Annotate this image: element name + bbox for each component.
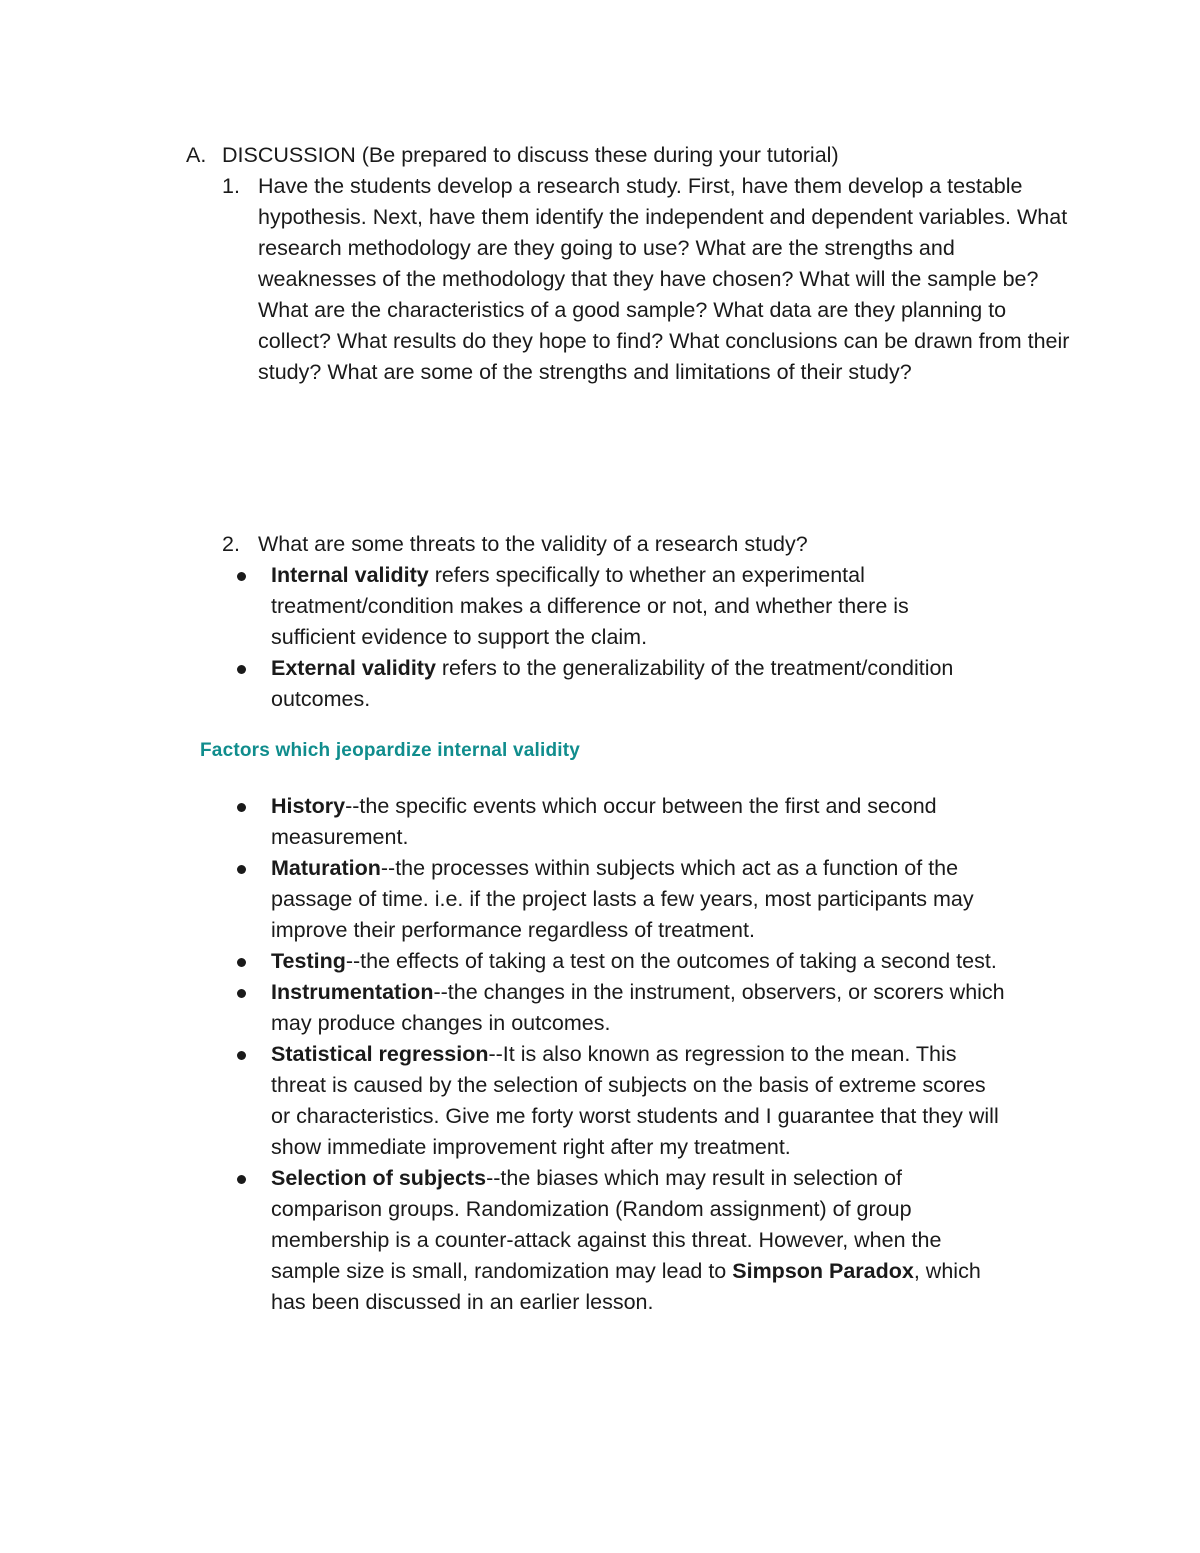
list-item <box>271 653 991 715</box>
validity-types-list <box>271 560 991 715</box>
term: Instrumentation <box>271 980 434 1004</box>
section-title: DISCUSSION (Be prepared to discuss these during your tutorial) <box>222 143 839 167</box>
term: Internal validity <box>271 563 429 587</box>
description: --the specific events which occur between the first and second measurement. <box>271 794 937 849</box>
description: --the processes within subjects which act as a function of the passage of time. i.e. if the project lasts a few years, most participants may improve their performance regardless of treatment. <box>271 856 974 942</box>
question-number: 2. <box>222 532 240 556</box>
bullet-icon <box>237 958 246 967</box>
question-number: 1. <box>222 174 240 198</box>
description: --the effects of taking a test on the outcomes of taking a second test. <box>345 949 997 973</box>
list-item <box>271 1039 1006 1163</box>
question-text: What are some threats to the validity of a research study? <box>258 532 808 556</box>
section-marker: A. <box>186 143 207 167</box>
term: Simpson Paradox <box>732 1259 914 1283</box>
bullet-icon <box>237 1175 246 1184</box>
description: --It is also known as regression to the mean. This threat is caused by the selection of subjects on the basis of extreme scores or characteristics. Give me forty worst students and I guarantee that they will show immediate improvement right after my treatment. <box>271 1042 999 1159</box>
bullet-icon <box>237 1051 246 1060</box>
list-item <box>271 946 1006 977</box>
bullet-icon <box>237 803 246 812</box>
factors-list <box>271 791 1006 1318</box>
term: Testing <box>271 949 346 973</box>
description: refers to the generalizability of the treatment/condition outcomes. <box>271 656 954 711</box>
bullet-icon <box>237 572 246 581</box>
term: External validity <box>271 656 436 680</box>
term: Statistical regression <box>271 1042 489 1066</box>
question-1 <box>222 171 1078 388</box>
bullet-icon <box>237 665 246 674</box>
factors-heading: Factors which jeopardize internal validity <box>200 740 581 761</box>
bullet-icon <box>237 865 246 874</box>
list-item <box>271 791 1006 853</box>
list-item <box>271 560 991 653</box>
list-item <box>271 977 1006 1039</box>
description: --the changes in the instrument, observers, or scorers which may produce changes in outcomes. <box>271 980 1005 1035</box>
bullet-icon <box>237 989 246 998</box>
list-item <box>271 1163 1006 1318</box>
description: --the biases which may result in selection of comparison groups. Randomization (Random assignment) of group membership is a counter-attack against this threat. However, when the sample size is small, randomization may lead to <box>271 1166 942 1283</box>
term: History <box>271 794 346 818</box>
description: , which has been discussed in an earlier lesson. <box>271 1259 981 1314</box>
term: Maturation <box>271 856 381 880</box>
section-heading <box>186 140 839 171</box>
term: Selection of subjects <box>271 1166 487 1190</box>
question-text: Have the students develop a research study. First, have them develop a testable hypothesis. Next, have them identify the independent and dependent variables. What research methodology are they going to use? What are the strengths and weaknesses of the methodology that they have chosen? What will the sample be? What are the characteristics of a good sample? What data are they planning to collect? What results do they hope to find? What conclusions can be drawn from their study? What are some of the strengths and limitations of their study? <box>258 174 1070 384</box>
list-item <box>271 853 1006 946</box>
description: refers specifically to whether an experimental treatment/condition makes a difference or not, and whether there is sufficient evidence to support the claim. <box>271 563 909 649</box>
question-2 <box>222 529 1078 560</box>
